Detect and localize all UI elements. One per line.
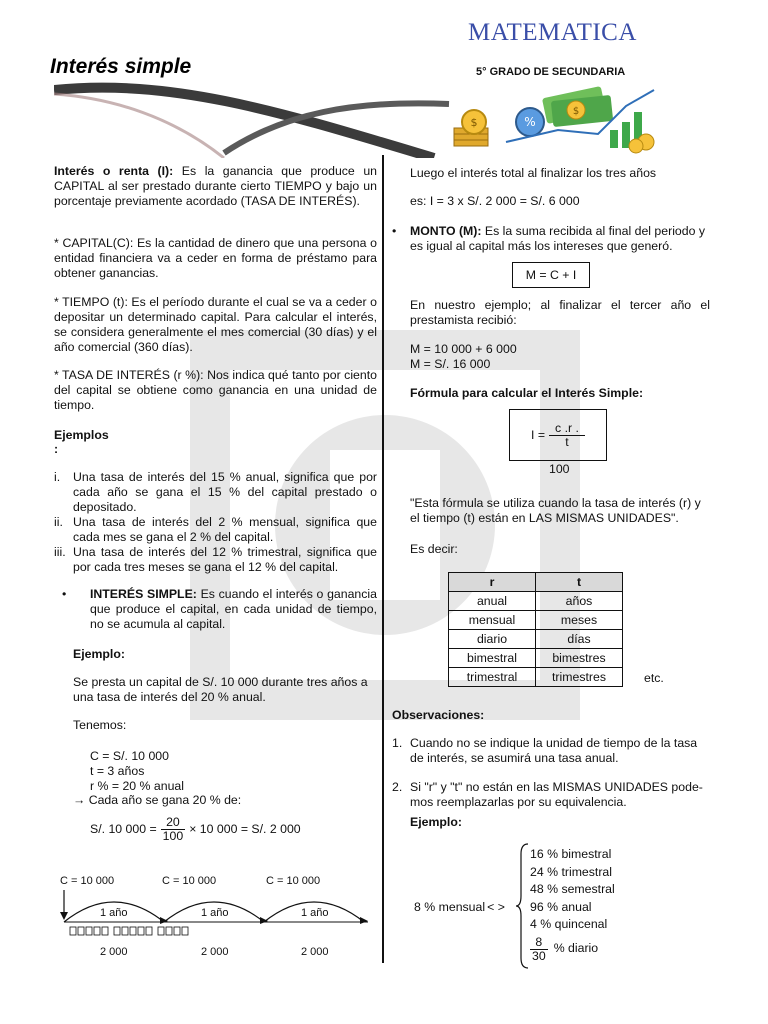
grade-label: 5° GRADO DE SECUNDARIA — [476, 66, 626, 78]
definition-term: Interés o renta (I): — [54, 164, 174, 178]
table-header: t — [536, 573, 623, 592]
list-item: iii. Una tasa de interés del 12 % trimestral, significa que por cada tres meses se gana el 12 % del capital. — [54, 545, 377, 574]
monto-term: MONTO (M): — [410, 224, 482, 238]
equivalence-item: 48 % semestral — [530, 882, 615, 896]
subject-title: MATEMATICA — [468, 19, 637, 46]
timeline-capital-1: C = 10 000 — [60, 875, 115, 887]
interes-simple-definition: • INTERÉS SIMPLE: Es cuando el interés o ganancia que produce el capital, en cada unidad de tiempo, no se acumula al capital. — [62, 587, 377, 631]
total-interest-intro: Luego el interés total al finalizar los tres años — [410, 166, 657, 180]
timeline-period-1: 1 año — [100, 907, 128, 919]
timeline-capital-2: C = 10 000 — [162, 875, 217, 887]
timeline-gain-2: 2 000 — [201, 946, 229, 958]
table-header: r — [449, 573, 536, 592]
equivalence-item: 16 % bimestral — [530, 847, 612, 861]
bullet: • — [62, 587, 67, 601]
table-header-row — [449, 573, 623, 592]
equivalence-item: 96 % anual — [530, 899, 592, 914]
column-divider — [382, 155, 384, 963]
svg-text:$: $ — [470, 116, 478, 129]
capital-value: C = S/. 10 000 — [90, 749, 169, 763]
list-item: ii. Una tasa de interés del 2 % mensual, significa que cada mes se gana el 2 % del capital. — [54, 515, 377, 544]
es-decir-label: Es decir: — [410, 542, 458, 556]
units-note: "Esta fórmula se utiliza cuando la tasa de interés (r) y el tiempo (t) están en LAS MISMAS UNIDADES". — [410, 496, 701, 525]
interest-formula-box: I = $\frac{c .r .}{t}$ — [509, 409, 607, 461]
equivalence-item: 4 % quincenal — [530, 917, 608, 931]
definition-capital: * CAPITAL(C): Es la cantidad de dinero que una persona o entidad financiera va a ceder en forma de préstamo para obtener ganancias. — [54, 236, 377, 280]
formula-fraction: $\frac{c .r .}{t}$ — [549, 422, 585, 449]
table-row: diario días — [449, 630, 623, 649]
bullet: • — [392, 224, 397, 238]
table-row: trimestral trimestres — [449, 668, 623, 687]
svg-text:%: % — [524, 115, 536, 129]
rate-value: r % = 20 % anual — [90, 779, 184, 793]
etc-label: etc. — [644, 671, 664, 685]
tenemos-label: Tenemos: — [73, 718, 127, 732]
list-item: 2. Si "r" y "t" no están en las MISMAS UNIDADES pode-mos reemplazarlas por su equivalencia. — [392, 780, 703, 809]
monto-definition: • MONTO (M): Es la suma recibida al final del periodo y es igual al capital más los intereses que generó. — [392, 224, 706, 253]
formula-title: Fórmula para calcular el Interés Simple: — [410, 386, 644, 400]
gain-calculation: S/. 10 000 = $\frac{20}{100}$ × 10 000 = S/. 2 000 — [90, 815, 301, 843]
examples-list — [54, 470, 377, 575]
table-row: bimestral bimestres — [449, 649, 623, 668]
equivalence-brace — [516, 842, 530, 970]
definition-tasa: * TASA DE INTERÉS (r %): Nos indica qué tanto por ciento del capital se obtiene como ganancia en una unidad de tiempo. — [54, 368, 377, 412]
example-statement: Se presta un capital de S/. 10 000 durante tres años a una tasa de interés del 20 % anual. — [73, 675, 368, 704]
list-item: 1. Cuando no se indique la unidad de tiempo de la tasa de interés, se asumirá una tasa anual. — [392, 736, 698, 765]
total-interest-calc: es: I = 3 x S/. 2 000 = S/. 6 000 — [410, 194, 580, 208]
interes-simple-term: INTERÉS SIMPLE: — [90, 587, 197, 601]
definition-tiempo: * TIEMPO (t): Es el período durante el cual se va a ceder o depositar un determinado capital. Para calcular el interés, se considera generalmente el mes comercial (30 días) y el año comercial (360 días). — [54, 295, 377, 354]
timeline-capital-3: C = 10 000 — [266, 875, 321, 887]
table-row: anual años — [449, 592, 623, 611]
equivalence-item: 24 % trimestral — [530, 864, 613, 879]
monto-line-2: M = S/. 16 000 — [410, 357, 491, 371]
observations-heading: Observaciones: — [392, 708, 485, 722]
table-row: mensual meses — [449, 611, 623, 630]
fraction: $\frac{20}{100}$ — [162, 815, 184, 843]
units-table — [448, 572, 623, 687]
timeline-gain-1: 2 000 — [100, 946, 128, 958]
svg-text:$: $ — [572, 106, 580, 117]
timeline-gain-3: 2 000 — [301, 946, 329, 958]
page-title: Interés simple — [50, 55, 192, 78]
monto-line-1: M = 10 000 + 6 000 — [410, 342, 517, 356]
equivalence-lhs: 8 % mensual < > — [414, 900, 505, 914]
example-heading: Ejemplo: — [73, 647, 125, 661]
timeline-period-2: 1 año — [201, 907, 229, 919]
monto-example-text: En nuestro ejemplo; al finalizar el tercer año el prestamista recibió: — [410, 298, 710, 327]
finance-illustration — [448, 82, 668, 154]
examples-heading: Ejemplos — [54, 428, 109, 442]
yearly-gain-line: → Cada año se gana 20 % de: — [73, 793, 242, 807]
equivalence-list — [530, 846, 615, 963]
timeline-period-3: 1 año — [301, 907, 329, 919]
equivalence-example-heading: Ejemplo: — [410, 815, 462, 829]
definition-interes — [54, 164, 377, 209]
equivalence-item: $\frac{8}{30}$ % diario — [532, 934, 599, 963]
observations-list — [392, 736, 712, 810]
examples-colon: : — [54, 442, 59, 456]
formula-denominator: 100 — [549, 462, 570, 476]
list-item: i. Una tasa de interés del 15 % anual, significa que por cada año se gana el 15 % del capital prestado o depositado. — [54, 470, 377, 514]
definition-text: Es la ganancia que produce un CAPITAL al ser prestado durante cierto TIEMPO y bajo un porcentaje previamente acordado (TASA DE INTERÉS). — [54, 164, 377, 208]
monto-formula-box: M = C + I — [512, 262, 590, 288]
time-value: t = 3 años — [90, 764, 145, 778]
